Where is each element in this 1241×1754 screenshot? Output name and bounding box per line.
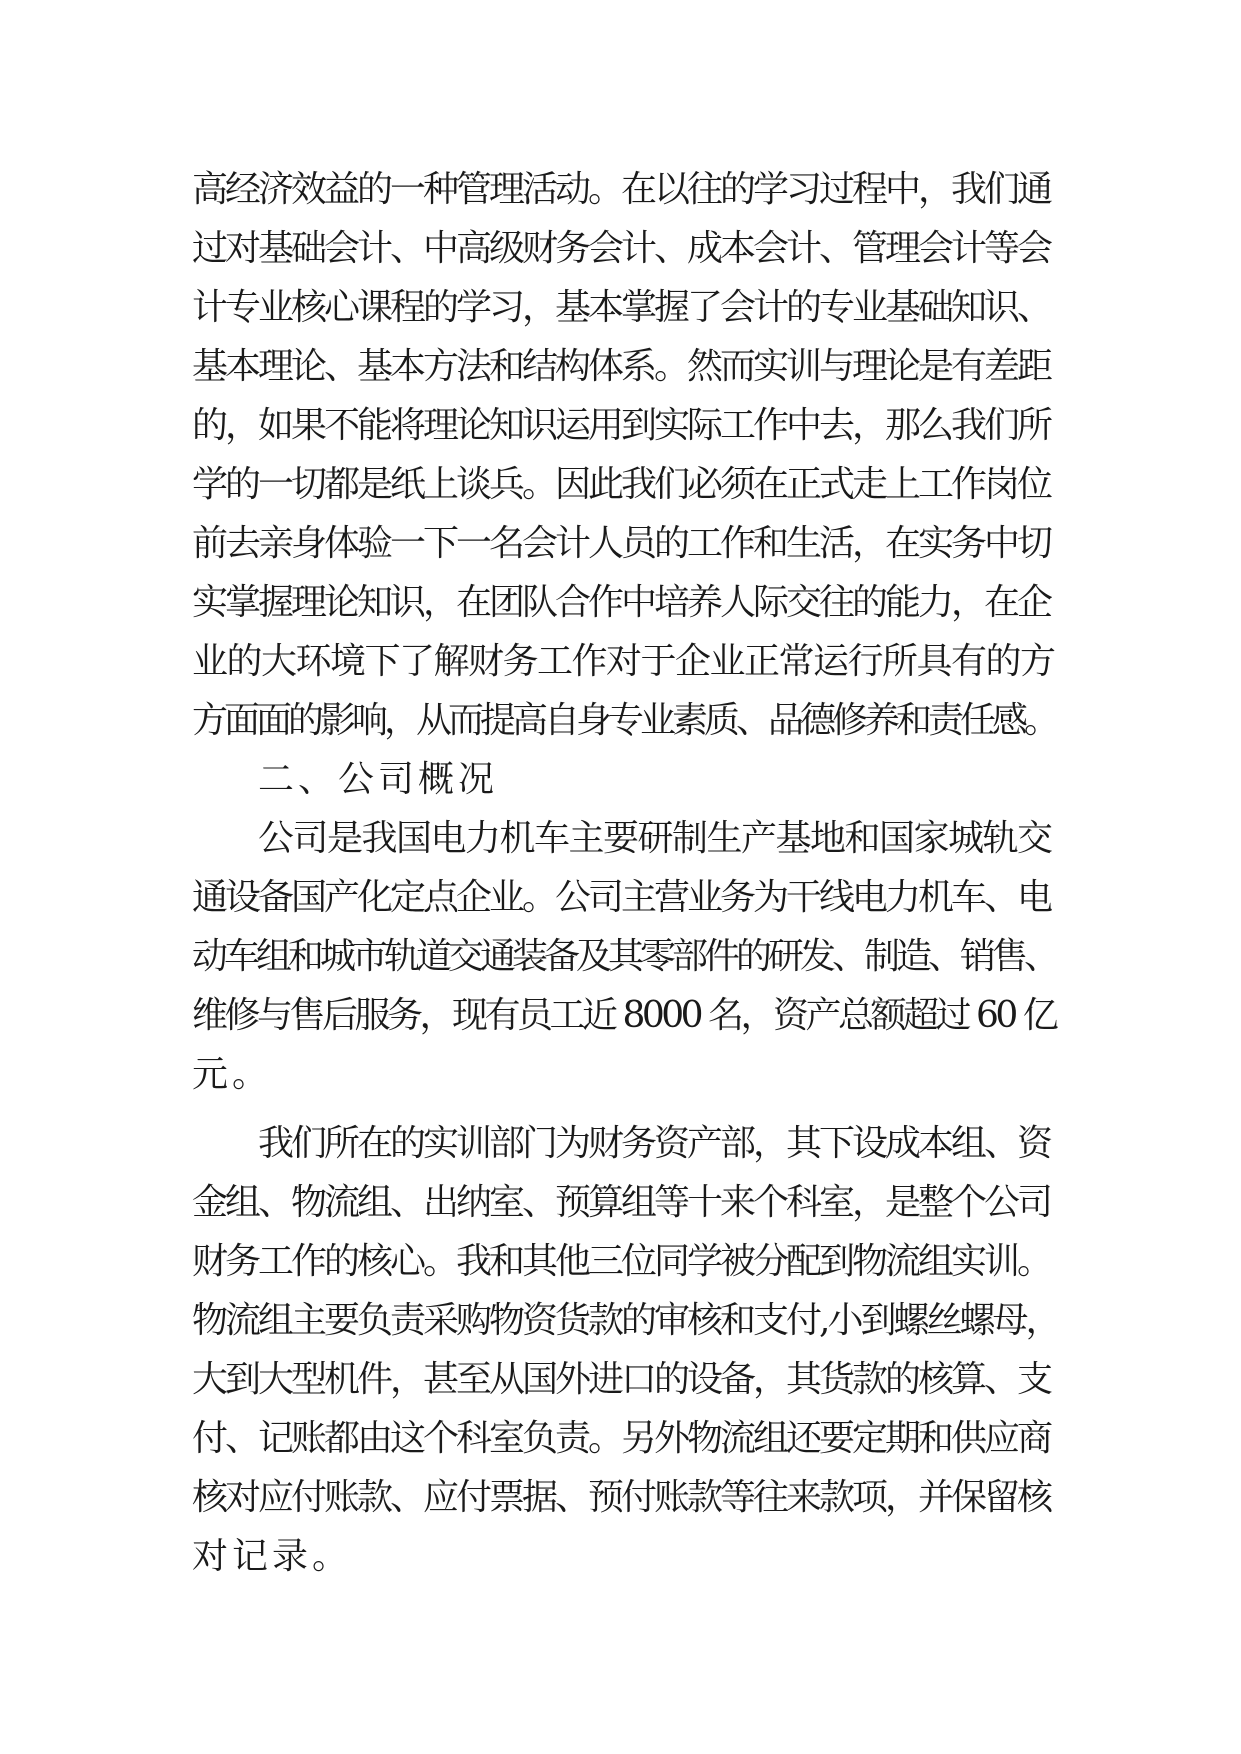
- body-text-line: 通设备国产化定点企业。公司主营业务为干线电力机车、电: [192, 877, 1051, 918]
- body-text-line: 大到大型机件，甚至从国外进口的设备，其货款的核算、支: [192, 1359, 1051, 1400]
- body-text-line: 我们所在的实训部门为财务资产部，其下设成本组、资: [258, 1123, 1051, 1164]
- body-text-line: 计专业核心课程的学习，基本掌握了会计的专业基础知识、: [192, 287, 1051, 328]
- body-text-line: 核对应付账款、应付票据、预付账款等往来款项，并保留核: [192, 1477, 1051, 1518]
- body-text-line: 高经济效益的一种管理活动。在以往的学习过程中，我们通: [192, 169, 1051, 210]
- body-text-line: 物流组主要负责采购物资货款的审核和支付,小到螺丝螺母，: [192, 1300, 1059, 1341]
- body-text-line: 公司是我国电力机车主要研制生产基地和国家城轨交: [258, 818, 1052, 859]
- body-text-line: 元。: [192, 1054, 273, 1095]
- body-text-line: 维修与售后服务，现有员工近 8000 名，资产总额超过 60 亿: [192, 995, 1056, 1036]
- body-text-line: 财务工作的核心。我和其他三位同学被分配到物流组实训。: [192, 1241, 1051, 1282]
- body-text-line: 业的大环境下了解财务工作对于企业正常运行所具有的方: [192, 641, 1055, 682]
- body-text-line: 基本理论、基本方法和结构体系。然而实训与理论是有差距: [192, 346, 1051, 387]
- body-text-line: 动车组和城市轨道交通装备及其零部件的研发、制造、销售、: [192, 936, 1057, 977]
- body-text-line: 对记录。: [192, 1536, 353, 1577]
- body-text-line: 的，如果不能将理论知识运用到实际工作中去，那么我们所: [192, 405, 1051, 446]
- body-text-line: 方面面的影响，从而提高自身专业素质、品德修养和责任感。: [192, 700, 1057, 741]
- body-text-line: 实掌握理论知识，在团队合作中培养人际交往的能力，在企: [192, 582, 1051, 623]
- body-text-line: 金组、物流组、出纳室、预算组等十来个科室，是整个公司: [192, 1182, 1051, 1223]
- body-text-line: 过对基础会计、中高级财务会计、成本会计、管理会计等会: [192, 228, 1051, 269]
- body-text-line: 学的一切都是纸上谈兵。因此我们必须在正式走上工作岗位: [192, 464, 1051, 505]
- section-heading: 二、公司概况: [258, 759, 499, 800]
- body-text-line: 付、记账都由这个科室负责。另外物流组还要定期和供应商: [192, 1418, 1051, 1459]
- body-text-line: 前去亲身体验一下一名会计人员的工作和生活，在实务中切: [192, 523, 1051, 564]
